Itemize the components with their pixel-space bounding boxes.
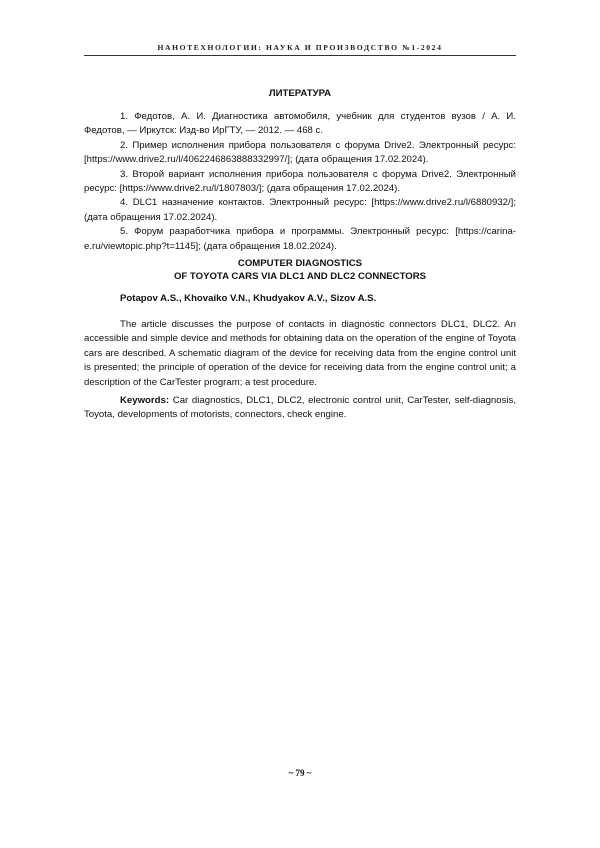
article-authors: Potapov A.S., Khovaiko V.N., Khudyakov A.V., Sizov A.S.	[120, 293, 377, 304]
keywords-text: Car diagnostics, DLC1, DLC2, electronic control unit, CarTester, self-diagnosis, Toyota, developments of motorists, connectors, check engine.	[84, 395, 516, 421]
article-abstract: The article discusses the purpose of contacts in diagnostic connectors DLC1, DLC2. An accessible and simple device and methods for obtaining data on the operation of the engine of Toyota cars are described. A schematic diagram of the device for receiving data from the engine control unit is presented; the principle of operation of the device for receiving data from the engine control unit; a description of the CarTester program; a test procedure.	[84, 319, 516, 388]
keywords-label: Keywords:	[120, 395, 170, 406]
article-title-line-2: OF TOYOTA CARS VIA DLC1 AND DLC2 CONNECTORS	[173, 271, 427, 282]
reference-item: 4. DLC1 назначение контактов. Электронный ресурс: [https://www.drive2.ru/l/6880932/]; (дата обращения 17.02.2024).	[84, 197, 516, 223]
reference-item: 1. Федотов, А. И. Диагностика автомобиля, учебник для студентов вузов / А. И. Федотов, — Иркутск: Изд-во ИрГТУ, — 2012. — 468 с.	[84, 111, 516, 137]
reference-item: 3. Второй вариант исполнения прибора пользователя с форума Drive2. Электронный ресурс: [https://www.drive2.ru/l/1807803/]; (дата обращения 17.02.2024).	[84, 168, 516, 195]
article-title	[84, 257, 516, 283]
article-keywords	[84, 394, 516, 423]
running-head: НАНОТЕХНОЛОГИИ: НАУКА И ПРОИЗВОДСТВО №1-2024	[157, 43, 443, 52]
reference-item: 2. Пример исполнения прибора пользователя с форума Drive2. Электронный ресурс: [https://www.drive2.ru/l/4062246863888332997/]; (дата обращения 17.02.2024).	[84, 139, 516, 166]
references-title: ЛИТЕРАТУРА	[268, 88, 332, 99]
page-number: ~ 79 ~	[288, 768, 312, 778]
references-list	[84, 110, 516, 254]
header-rule	[84, 55, 516, 56]
reference-item: 5. Форум разработчика прибора и программы. Электронный ресурс: [https://carina-e.ru/viewtopic.php?t=1145]; (дата обращения 18.02.2024).	[84, 226, 516, 252]
article-title-line-1: COMPUTER DIAGNOSTICS	[237, 258, 363, 269]
